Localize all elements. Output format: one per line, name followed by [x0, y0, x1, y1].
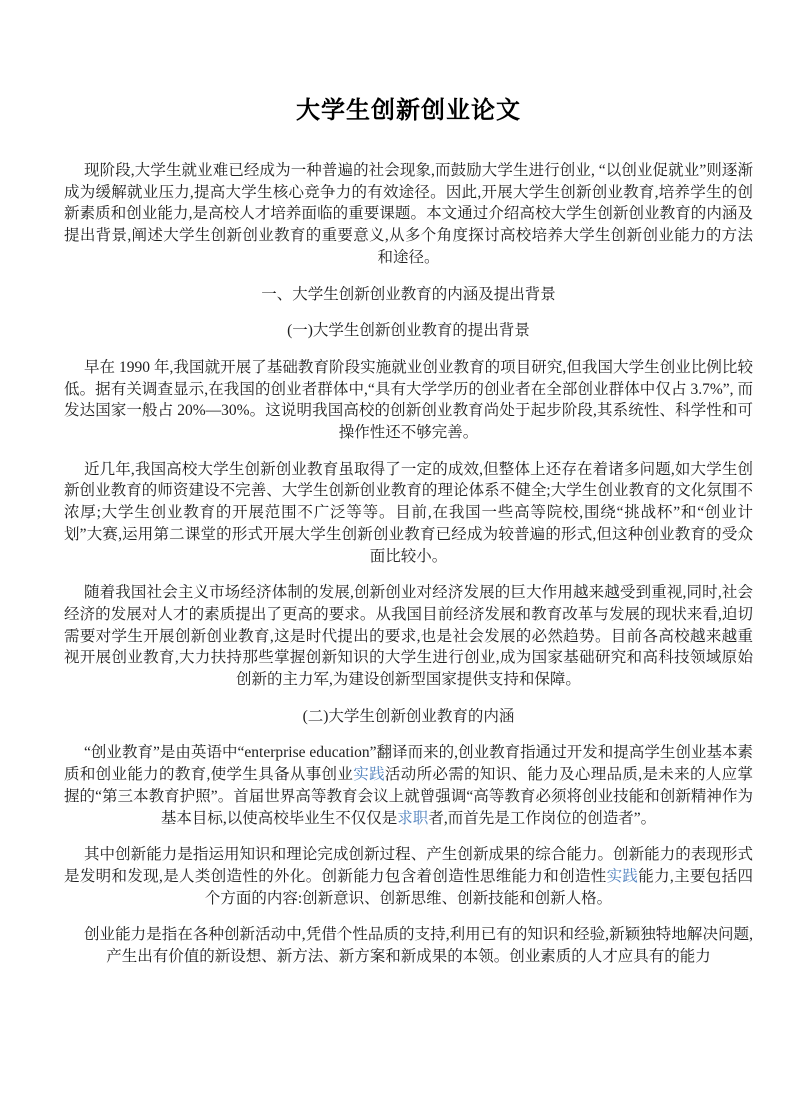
- paragraph: [64, 160, 753, 269]
- document-body: [64, 160, 753, 968]
- text-run: (二)大学生创新创业教育的内涵: [302, 707, 515, 725]
- text-run: (一)大学生创新创业教育的提出背景: [287, 322, 530, 340]
- paragraph: [64, 582, 753, 691]
- text-run: 活动所必需的知识、能力及心理品质,是未来的人应掌握的“第三本教育护照”。首届世界高等教育会议上就曾强调“高等教育必须将创业技能和创新精神作为基本目标,以使高校毕业生不仅仅是: [64, 766, 753, 827]
- text-run: 创业能力是指在各种创新活动中,凭借个性品质的支持,利用已有的知识和经验,新颖独特地解决问题,产生出有价值的新设想、新方法、新方案和新成果的本领。创业素质的人才应具有的能力: [84, 926, 753, 966]
- text-run: 能力,主要包括四个方面的内容:创新意识、创新思维、创新技能和创新人格。: [204, 867, 753, 907]
- section-heading: [64, 320, 753, 342]
- document-title: 大学生创新创业论文: [296, 97, 521, 124]
- text-run: 其中创新能力是指运用知识和理论完成创新过程、产生创新成果的综合能力。创新能力的表现形式是发明和发现,是人类创造性的外化。创新能力包含着创造性思维能力和创造性: [64, 846, 753, 885]
- inline-link[interactable]: 实践: [606, 867, 639, 885]
- text-run: 一、大学生创新创业教育的内涵及提出背景: [261, 285, 556, 303]
- text-run: 者,而首先是工作岗位的创造者”。: [428, 809, 657, 827]
- text-run: 现阶段,大学生就业难已经成为一种普遍的社会现象,而鼓励大学生进行创业, “以创业促就业”则逐渐成为缓解就业压力,提高大学生核心竞争力的有效途径。因此,开展大学生创新创业教育,培养学生的创新素质和创业能力,是高校人才培养面临的重要课题。本文通过介绍高校大学生创新创业教育的内涵及提出背景,阐述大学生创新创业教育的重要意义,从多个角度探讨高校培养大学生创新创业能力的方法和途径。: [64, 162, 753, 266]
- paragraph: [64, 742, 753, 829]
- paragraph: [64, 924, 753, 967]
- inline-link[interactable]: 求职: [397, 809, 429, 827]
- text-run: “创业教育”是由英语中“enterprise education”翻译而来的,创业教育指通过开发和提高学生创业基本素质和创业能力的教育,使学生具备从事创业: [64, 744, 753, 784]
- paragraph: [64, 459, 753, 568]
- paragraph: [64, 844, 753, 909]
- text-run: 近几年,我国高校大学生创新创业教育虽取得了一定的成效,但整体上还存在着诸多问题,如大学生创新创业教育的师资建设不完善、大学生创新创业教育的理论体系不健全;大学生创业教育的文化氛围不浓厚;大学生创业教育的开展范围不广泛等等。目前,在我国一些高等院校,围绕“挑战杯”和“创业计划”大赛,运用第二课堂的形式开展大学生创新创业教育已经成为较普遍的形式,但这种创业教育的受众面比较小。: [64, 460, 753, 565]
- text-run: 早在 1990 年,我国就开展了基础教育阶段实施就业创业教育的项目研究,但我国大学生创业比例比较低。据有关调查显示,在我国的创业者群体中,“具有大学学历的创业者在全部创业群体中仅占 3.7%”, 而发达国家一般占 20%—30%。这说明我国高校的创新创业教育尚处于起步阶段,其系统性、科学性和可操作性还不够完善。: [64, 358, 753, 442]
- paragraph: [64, 357, 753, 444]
- inline-link[interactable]: 实践: [353, 766, 385, 784]
- section-heading: [64, 706, 753, 728]
- text-run: 随着我国社会主义市场经济体制的发展,创新创业对经济发展的巨大作用越来越受到重视,同时,社会经济的发展对人才的素质提出了更高的要求。从我国目前经济发展和教育改革与发展的现状来看,迫切需要对学生开展创新创业教育,这是时代提出的要求,也是社会发展的必然趋势。目前各高校越来越重视开展创业教育,大力扶持那些掌握创新知识的大学生进行创业,成为国家基础研究和高科技领域原始创新的主力军,为建设创新型国家提供支持和保障。: [64, 584, 753, 689]
- section-heading: [64, 284, 753, 306]
